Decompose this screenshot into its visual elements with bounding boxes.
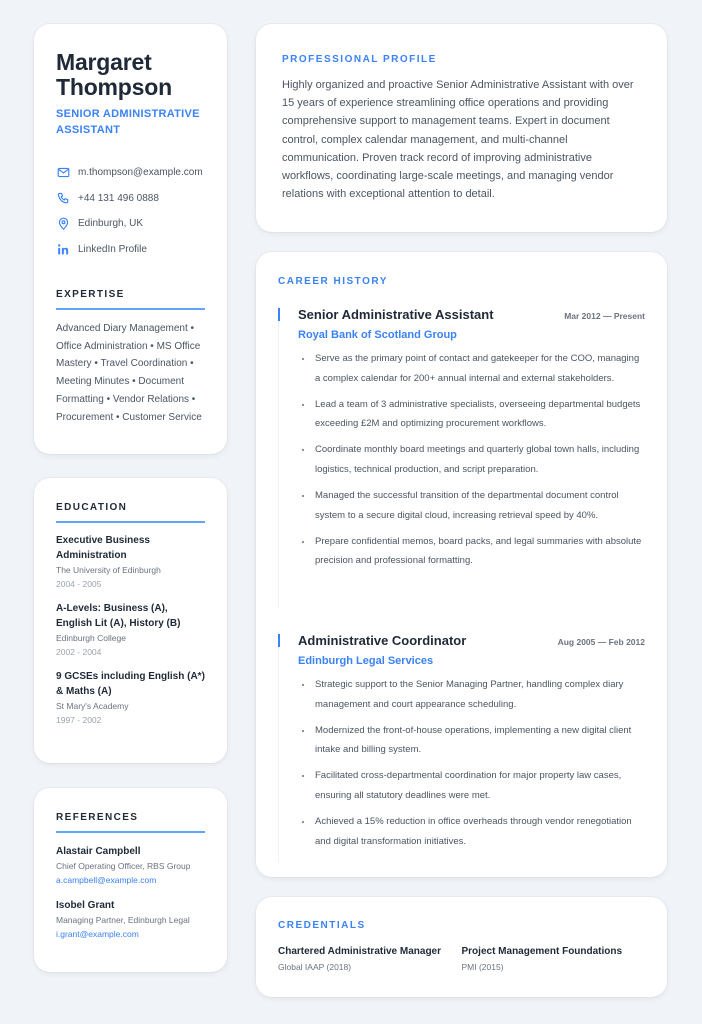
profile-card xyxy=(256,24,667,232)
references-card xyxy=(34,788,227,972)
career-heading: CAREER HISTORY xyxy=(278,276,388,287)
job-bullet: Coordinate monthly board meetings and quarterly global town halls, including logistics, technical production, and script preparation. xyxy=(298,440,645,479)
job-entry xyxy=(278,306,645,608)
job-dates: Mar 2012 — Present xyxy=(564,311,645,321)
credentials-heading: CREDENTIALS xyxy=(278,920,366,931)
education-item xyxy=(56,602,205,659)
expertise-heading: EXPERTISE xyxy=(56,289,205,310)
phone-icon xyxy=(56,191,70,205)
education-title: Executive Business Administration xyxy=(56,535,150,561)
education-item xyxy=(56,534,205,591)
job-dates: Aug 2005 — Feb 2012 xyxy=(557,637,645,647)
job-bullet: Facilitated cross-departmental coordination for major property law cases, ensuring all statutory deadlines were met. xyxy=(298,766,645,805)
credential-issuer: PMI (2015) xyxy=(461,962,504,972)
references-heading: REFERENCES xyxy=(56,812,205,833)
job-title: Administrative Coordinator xyxy=(298,633,467,648)
contact-linkedin[interactable] xyxy=(56,237,205,263)
job-bullets xyxy=(298,675,645,851)
reference-name: Alastair Campbell xyxy=(56,846,141,857)
reference-item xyxy=(56,899,205,941)
education-school: Edinburgh College xyxy=(56,633,126,643)
expertise-list: Advanced Diary Management • Office Administration • MS Office Mastery • Travel Coordination • Meeting Minutes • Document Formatting • Vendor Relations • Procurement • Customer Service xyxy=(56,323,202,423)
job-bullet: Modernized the front-of-house operations, implementing a new digital client intake and billing system. xyxy=(298,721,645,760)
education-item xyxy=(56,670,205,727)
full-name xyxy=(56,50,205,100)
reference-item xyxy=(56,845,205,887)
job-header xyxy=(298,306,645,324)
credential-issuer: Global IAAP (2018) xyxy=(278,962,352,972)
job-role: SENIOR ADMINISTRATIVE ASSISTANT xyxy=(56,108,200,136)
credential-title: Project Management Foundations xyxy=(461,946,623,957)
credential-title: Chartered Administrative Manager xyxy=(278,946,442,957)
education-card xyxy=(34,478,227,763)
contact-phone-text: +44 131 496 0888 xyxy=(78,192,159,204)
first-name: Margaret xyxy=(56,49,152,75)
job-bullet: Lead a team of 3 administrative specialists, overseeing departmental budgets exceeding £2M and optimizing procurement workflows. xyxy=(298,395,645,434)
education-title: 9 GCSEs including English (A*) & Maths (A) xyxy=(56,671,205,697)
job-bullet: Serve as the primary point of contact and gatekeeper for the COO, managing a complex calendar for 200+ annual internal and external stakeholders. xyxy=(298,349,645,388)
reference-role: Chief Operating Officer, RBS Group xyxy=(56,861,191,871)
expertise-section xyxy=(56,289,205,426)
credentials-grid xyxy=(278,945,645,974)
job-entry xyxy=(278,632,645,862)
job-bullet: Strategic support to the Senior Managing Partner, handling complex diary management and court appearance scheduling. xyxy=(298,675,645,714)
job-bullet: Managed the successful transition of the departmental document control system to a secure digital cloud, increasing retrieval speed by 40%. xyxy=(298,486,645,525)
job-bullet: Prepare confidential memos, board packs, and legal summaries with absolute precision and professional formatting. xyxy=(298,532,645,571)
job-header xyxy=(298,632,645,650)
contact-location xyxy=(56,211,205,237)
job-bullet: Achieved a 15% reduction in office overheads through vendor renegotiation and digital transformation initiatives. xyxy=(298,812,645,851)
mail-icon xyxy=(56,166,70,180)
job-marker xyxy=(278,308,280,321)
job-marker xyxy=(278,634,280,647)
contact-location-text: Edinburgh, UK xyxy=(78,218,144,230)
education-years: 1997 - 2002 xyxy=(56,715,102,725)
profile-summary: Highly organized and proactive Senior Administrative Assistant with over 15 years of experience streamlining office operations and providing comprehensive support to management teams. Expert in document control, complex calendar management, and multi-channel communication. Proven track record of improving administrative workflows, coordinating large-scale meetings, and managing vendor relations with exceptional attention to detail. xyxy=(282,79,634,201)
contact-linkedin-text: LinkedIn Profile xyxy=(78,243,147,255)
job-title: Senior Administrative Assistant xyxy=(298,307,494,322)
identity-card xyxy=(34,24,227,454)
contact-email-text: m.thompson@example.com xyxy=(78,167,203,179)
last-name: Thompson xyxy=(56,74,172,100)
profile-heading: PROFESSIONAL PROFILE xyxy=(282,54,437,65)
career-card xyxy=(256,252,667,877)
credentials-card xyxy=(256,897,667,997)
contact-list xyxy=(56,160,205,262)
location-pin-icon xyxy=(56,217,70,231)
education-years: 2002 - 2004 xyxy=(56,647,102,657)
education-years: 2004 - 2005 xyxy=(56,579,102,589)
reference-role: Managing Partner, Edinburgh Legal xyxy=(56,915,190,925)
job-bullets xyxy=(298,349,645,571)
education-school: St Mary's Academy xyxy=(56,701,129,711)
credential-item xyxy=(278,945,462,974)
job-company: Royal Bank of Scotland Group xyxy=(298,329,457,341)
linkedin-icon xyxy=(56,242,70,256)
education-title: A-Levels: Business (A), English Lit (A), History (B) xyxy=(56,603,181,629)
reference-email-link[interactable]: a.campbell@example.com xyxy=(56,875,157,885)
contact-phone[interactable] xyxy=(56,186,205,212)
reference-name: Isobel Grant xyxy=(56,900,115,911)
credential-item xyxy=(462,945,646,974)
contact-email[interactable] xyxy=(56,160,205,186)
education-school: The University of Edinburgh xyxy=(56,565,161,575)
reference-email-link[interactable]: i.grant@example.com xyxy=(56,929,139,939)
job-company: Edinburgh Legal Services xyxy=(298,655,434,667)
education-heading: EDUCATION xyxy=(56,502,205,523)
